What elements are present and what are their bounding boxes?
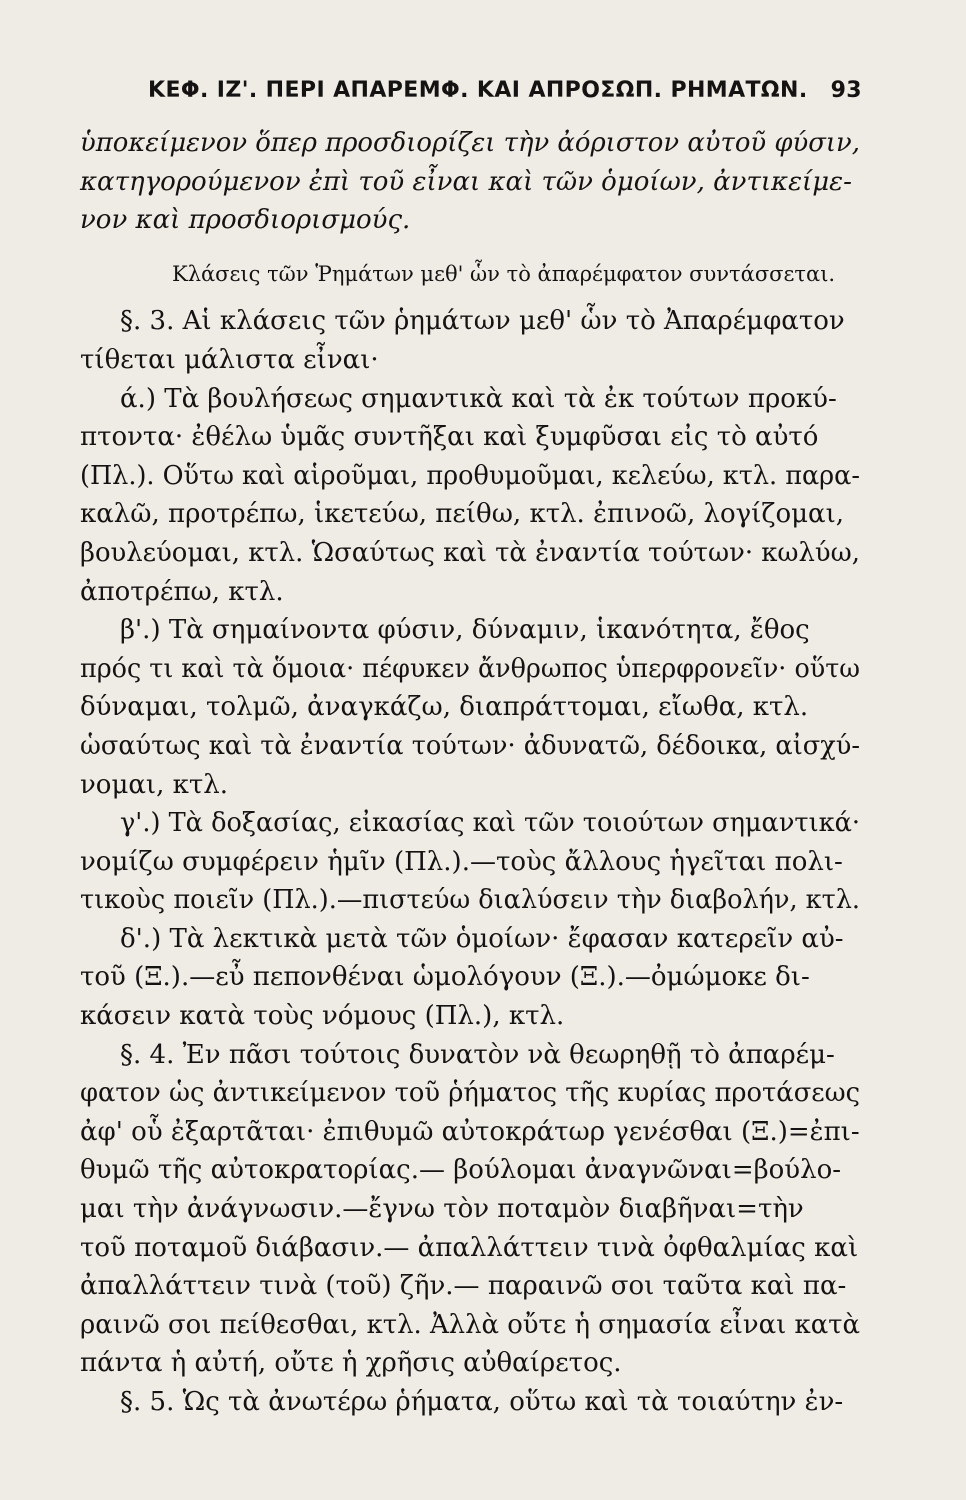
list-item-a: ά.) Τὰ βουλήσεως σημαντικὰ καὶ τὰ ἐκ τούτων προκύ- — [120, 383, 837, 414]
text-line: καλῶ, προτρέπω, ἱκετεύω, πείθω, κτλ. ἐπινοῶ, λογίζομαι, — [80, 499, 845, 530]
text-line: τοῦ (Ξ.).—εὖ πεπονθέναι ὡμολόγουν (Ξ.).—ὀμώμοκε δι- — [80, 962, 810, 993]
text-line: πάντα ἡ αὐτή, οὔτε ἡ χρῆσις αὐθαίρετος. — [80, 1348, 622, 1379]
text-line: δύναμαι, τολμῶ, ἀναγκάζω, διαπράττομαι, εἴωθα, κτλ. — [80, 692, 809, 723]
running-header — [148, 78, 862, 103]
text-line: ραινῶ σοι πείθεσθαι, κτλ. Ἀλλὰ οὔτε ἡ σημασία εἶναι κατὰ — [80, 1309, 860, 1340]
text-line: πρός τι καὶ τὰ ὅμοια· πέφυκεν ἄνθρωπος ὑπερφρονεῖν· οὕτω — [80, 653, 861, 684]
text-line: κατηγορούμενον ἐπὶ τοῦ εἶναι καὶ τῶν ὁμοίων, ἀντικείμε- — [80, 166, 852, 197]
list-item-d: δ'.) Τὰ λεκτικὰ μετὰ τῶν ὁμοίων· ἔφασαν κατερεῖν αὐ- — [120, 923, 844, 954]
list-item-b: β'.) Τὰ σημαίνοντα φύσιν, δύναμιν, ἱκανότητα, ἔθος — [120, 615, 810, 646]
text-line: κάσειν κατὰ τοὺς νόμους (Πλ.), κτλ. — [80, 1001, 565, 1032]
chapter-title: ΚΕΦ. ΙΖ'. ΠΕΡΙ ΑΠΑΡΕΜΦ. ΚΑΙ ΑΠΡΟΣΩΠ. ΡΗΜΑΤΩΝ. — [148, 78, 808, 103]
text-line: ἀποτρέπω, κτλ. — [80, 576, 284, 607]
paragraph-start: §. 5. Ὡς τὰ ἀνωτέρω ῥήματα, οὕτω καὶ τὰ τοιαύτην ἐν- — [120, 1387, 844, 1417]
section-heading: Κλάσεις τῶν Ῥημάτων μεθ' ὧν τὸ ἀπαρέμφατον συντάσσεται. — [172, 261, 836, 286]
text-line: ἀπαλλάττειν τινὰ (τοῦ) ζῆν.— παραινῶ σοι ταῦτα καὶ πα- — [80, 1271, 847, 1302]
text-line: τοῦ ποταμοῦ διάβασιν.— ἀπαλλάττειν τινὰ ὀφθαλμίας καὶ — [80, 1232, 859, 1263]
text-line: βουλεύομαι, κτλ. Ὡσαύτως καὶ τὰ ἐναντία τούτων· κωλύω, — [80, 537, 860, 568]
text-line: νον καὶ προσδιορισμούς. — [80, 205, 411, 236]
text-line: θυμῶ τῆς αὐτοκρατορίας.— βούλομαι ἀναγνῶναι=βούλο- — [80, 1155, 842, 1186]
text-line: νομαι, κτλ. — [80, 769, 229, 800]
paragraph-start: §. 4. Ἐν πᾶσι τούτοις δυνατὸν νὰ θεωρηθῇ τὸ ἀπαρέμ- — [120, 1039, 835, 1070]
text-line: τίθεται μάλιστα εἶναι· — [80, 344, 379, 375]
text-line: (Πλ.). Οὕτω καὶ αἱροῦμαι, προθυμοῦμαι, κελεύω, κτλ. παρα- — [80, 460, 861, 491]
text-line: πτοντα· ἐθέλω ὑμᾶς συντῆξαι καὶ ξυμφῦσαι εἰς τὸ αὐτό — [80, 422, 819, 453]
text-line: ἀφ' οὗ ἐξαρτᾶται· ἐπιθυμῶ αὐτοκράτωρ γενέσθαι (Ξ.)=ἐπι- — [80, 1116, 860, 1147]
text-line: μαι τὴν ἀνάγνωσιν.—ἔγνω τὸν ποταμὸν διαβῆναι=τὴν — [80, 1194, 804, 1225]
text-line: νομίζω συμφέρειν ἡμῖν (Πλ.).—τοὺς ἄλλους ἡγεῖται πολι- — [80, 846, 843, 877]
main-text — [80, 130, 860, 1428]
text-line: τικοὺς ποιεῖν (Πλ.).—πιστεύω διαλύσειν τὴν διαβολήν, κτλ. — [80, 885, 861, 916]
text-line: ὑποκείμενον ὅπερ προσδιορίζει τὴν ἀόριστον αὐτοῦ φύσιν, — [80, 128, 861, 158]
text-line: ὡσαύτως καὶ τὰ ἐναντία τούτων· ἀδυνατῶ, δέδοικα, αἰσχύ- — [80, 730, 860, 761]
text-line: φατον ὡς ἀντικείμενον τοῦ ῥήματος τῆς κυρίας προτάσεως — [80, 1078, 861, 1109]
page-number: 93 — [830, 78, 862, 103]
list-item-c: γ'.) Τὰ δοξασίας, εἰκασίας καὶ τῶν τοιούτων σημαντικά· — [120, 808, 861, 839]
paragraph-start: §. 3. Αἱ κλάσεις τῶν ῥημάτων μεθ' ὧν τὸ Ἀπαρέμφατον — [120, 306, 845, 337]
